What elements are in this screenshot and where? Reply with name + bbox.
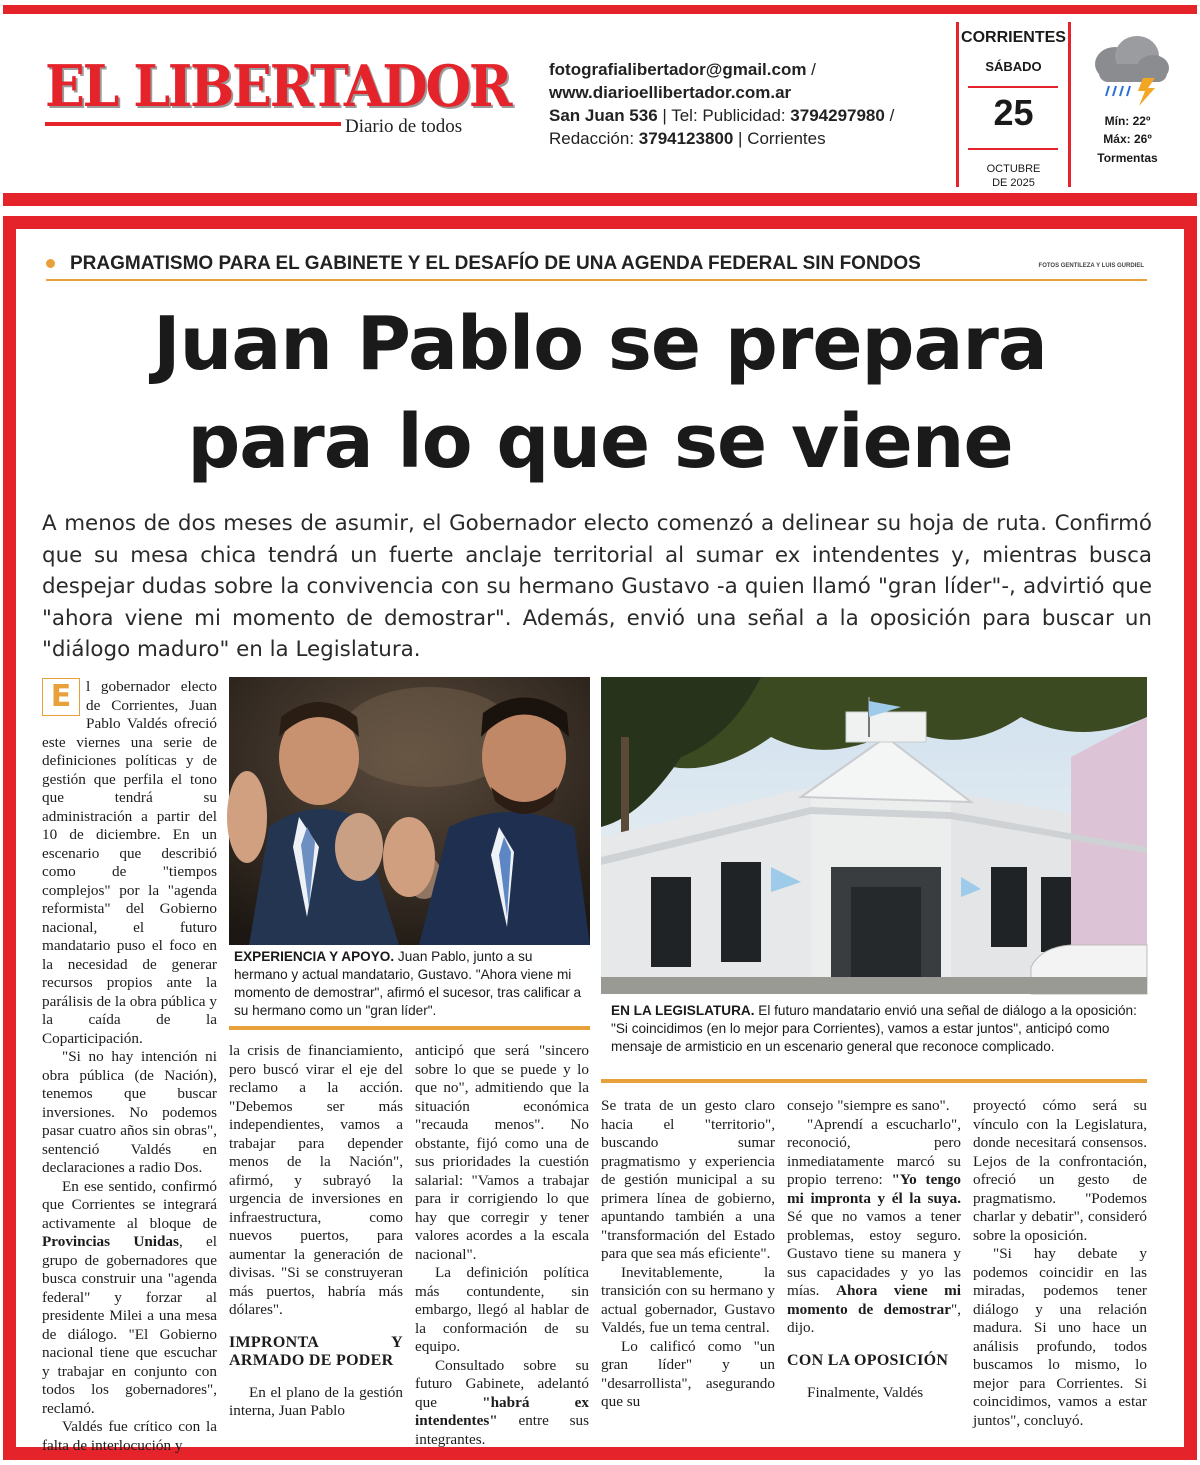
body-paragraph bbox=[42, 678, 217, 1048]
date-month: OCTUBRE bbox=[986, 163, 1041, 175]
weather-description: Tormentas bbox=[1097, 151, 1158, 165]
body-paragraph: Inevitablemente, la transición con su hermano y actual gobernador, Gustavo Valdés, fue un tema central. bbox=[601, 1263, 775, 1336]
photo-en-la-legislatura[interactable] bbox=[601, 677, 1147, 994]
body-text: Sé que no vamos a tener problemas, estoy seguro. Gustavo tiene su manera y sus capacidades y yo las mías. bbox=[787, 1208, 961, 1299]
body-text: "Aprendí a escucharlo", reconoció, pero inmediatamente marcó su propio terreno: bbox=[787, 1115, 961, 1188]
contact-sep: / bbox=[884, 106, 895, 125]
date-city: CORRIENTES bbox=[961, 29, 1066, 46]
body-paragraph: "Si hay debate y podemos coincidir en las miradas, podemos tener diálogo y una relación madura. Si uno hace un análisis profundo, todos buscamos lo mismo, lo mejor para Corrientes. Si coincidimos, vamos a estar juntos", concluyó. bbox=[973, 1245, 1147, 1429]
body-column-4 bbox=[601, 1097, 775, 1432]
photo2-caption-text: El futuro mandatario envió una señal de diálogo a la oposición: "Si coincidimos (en lo mejor para Corrientes), vamos a estar juntos", anticipó como mensaje de armisticio en un escenario general que reconoce complicado. bbox=[611, 1003, 1137, 1054]
body-paragraph bbox=[415, 1357, 589, 1450]
date-weekday: SÁBADO bbox=[985, 59, 1042, 74]
photo2-caption-rule bbox=[601, 1079, 1147, 1083]
headline-line-1: Juan Pablo se prepara bbox=[153, 301, 1047, 387]
kicker-rule bbox=[46, 279, 1147, 281]
article-dek: A menos de dos meses de asumir, el Gobernador electo comenzó a delinear su hoja de ruta. Confirmó que su mesa chica tendrá un fuerte anclaje territorial al sumar ex intendentes y, mientras busca despejar dudas sobre la convivencia con su hermano Gustavo -a quien llamó "gran líder"-, advirtió que "ahora viene mi momento de demostrar". Además, envió una señal a la oposición para buscar un "diálogo maduro" en la Legislatura. bbox=[42, 511, 1152, 662]
photo1-caption bbox=[234, 948, 586, 1020]
masthead bbox=[0, 14, 1200, 190]
body-paragraph bbox=[42, 1178, 217, 1419]
logo-tagline: Diario de todos bbox=[345, 116, 463, 137]
contact-redaccion-label: Redacción: bbox=[549, 129, 639, 148]
contact-tel-label: | Tel: Publicidad: bbox=[657, 106, 791, 125]
photo1-caption-rule bbox=[229, 1026, 590, 1030]
body-paragraph: proyectó cómo será su vínculo con la Legislatura, donde necesitará consensos. Lejos de la confrontación, ofreció un gesto de pragmatismo. "Podemos charlar y debatir", consideró sobre la oposición. bbox=[973, 1097, 1147, 1244]
logo-wordmark: EL LIBERTADOR bbox=[45, 53, 511, 120]
photo-legislature-building bbox=[601, 677, 1147, 994]
date-month-year bbox=[959, 162, 1068, 190]
weather-max: Máx: 26º bbox=[1103, 132, 1152, 146]
contact-email[interactable]: fotografialibertador@gmail.com bbox=[549, 60, 807, 79]
masthead-red-rule bbox=[3, 193, 1197, 206]
body-bold-text: "Yo tengo mi impronta y él la suya. bbox=[787, 1171, 961, 1207]
body-column-3 bbox=[415, 1042, 589, 1448]
date-box bbox=[956, 22, 1071, 187]
contact-website[interactable]: www.diarioellibertador.com.ar bbox=[549, 83, 792, 102]
storm-cloud-icon bbox=[1085, 34, 1173, 106]
contact-info bbox=[549, 58, 949, 150]
body-column-1 bbox=[42, 678, 217, 1454]
body-paragraph-continued: Se trata de un gesto claro hacia el "territorio", buscando sumar pragmatismo y experiencia de gestión municipal a su primera línea de gobierno, apuntando también a una "transformación del Estado para que sea más eficiente". bbox=[601, 1097, 775, 1262]
subhead-oposicion: CON LA OPOSICIÓN bbox=[787, 1351, 949, 1369]
contact-tel-redaccion: 3794123800 bbox=[638, 129, 734, 148]
body-bold-text: Provincias Unidas bbox=[42, 1233, 179, 1250]
contact-city: | Corrientes bbox=[733, 129, 826, 148]
kicker-text: PRAGMATISMO PARA EL GABINETE Y EL DESAFÍO DE UNA AGENDA FEDERAL SIN FONDOS bbox=[70, 253, 921, 274]
contact-address: San Juan 536 bbox=[549, 106, 658, 125]
body-paragraph: La definición política más contundente, sin embargo, llegó al hablar de la conformación de su equipo. bbox=[415, 1264, 589, 1355]
photo2-caption-lead: EN LA LEGISLATURA. bbox=[611, 1003, 755, 1018]
body-column-2 bbox=[229, 1042, 403, 1432]
photo-experiencia-y-apoyo[interactable] bbox=[229, 677, 590, 945]
weather-min: Mín: 22º bbox=[1104, 114, 1151, 128]
body-column-6 bbox=[973, 1097, 1147, 1432]
subhead-impronta: IMPRONTA Y ARMADO DE PODER bbox=[229, 1333, 403, 1369]
photo-credit: FOTOS GENTILEZA Y LUIS GURDIEL bbox=[1038, 263, 1144, 269]
date-day-number: 25 bbox=[993, 92, 1034, 133]
dropcap: E bbox=[42, 678, 80, 716]
photo-brothers-applauding bbox=[229, 677, 590, 945]
body-paragraph: En el plano de la gestión interna, Juan Pablo bbox=[229, 1383, 403, 1419]
headline-line-2: para lo que se viene bbox=[187, 399, 1013, 485]
contact-sep: / bbox=[806, 60, 816, 79]
body-paragraph: Finalmente, Valdés bbox=[807, 1383, 924, 1401]
newspaper-logo[interactable] bbox=[45, 53, 511, 168]
body-text: entre sus integrantes. bbox=[415, 1412, 589, 1448]
contact-tel-publicidad: 3794297980 bbox=[790, 106, 885, 125]
photo1-caption-text: Juan Pablo, junto a su hermano y actual mandatario, Gustavo. "Ahora viene mi momento de demostrar", afirmó el sucesor, tras calificar a su hermano como un "gran líder". bbox=[234, 949, 582, 1018]
body-paragraph bbox=[787, 1116, 961, 1338]
body-text: ", dijo. bbox=[787, 1300, 961, 1336]
body-paragraph: "Si no hay intención ni obra pública (de Nación), tenemos que buscar inversiones. No podemos pasar cuatro años sin obras", sentenció Valdés en declaraciones a radio Dos. bbox=[42, 1048, 217, 1176]
body-text: Consultado sobre su futuro Gabinete, adelantó que bbox=[415, 1356, 589, 1411]
body-text: En ese sentido, confirmó que Corrientes se integrará activamente al bloque de bbox=[42, 1177, 217, 1232]
body-text: l gobernador electo de Corrientes, Juan Pablo Valdés ofreció este viernes una serie de definiciones políticas y de gestión que perfila el tono que tendrá su administración a partir del 10 de diciembre. En un escenario que describió como de "tiempos complejos" por la "agenda reformista" del Gobierno nacional, el futuro mandatario puso el foco en la necesidad de generar recursos propios ante la parálisis de la obra pública y la caída de la Coparticipación. bbox=[42, 678, 217, 1047]
body-bold-text: Ahora viene mi momento de demostrar bbox=[787, 1282, 961, 1318]
body-paragraph: Lo calificó como "un gran líder" y un "desarrollista", asegurando que su bbox=[601, 1337, 775, 1410]
weather-box bbox=[1075, 34, 1185, 184]
body-paragraph-continued: la crisis de financiamiento, pero buscó virar el eje del reclamo a la acción. "Debemos ser más independientes, vamos a trabajar para depender menos de la Nación", afirmó, y subrayó la urgencia de inversiones en infraestructura, como nuevos puertos, para aumentar la generación de divisas. "Si se construyeran más puertos, habría más dólares". bbox=[229, 1042, 403, 1318]
headline bbox=[60, 295, 1140, 491]
body-text: , el grupo de gobernadores que busca construir una "agenda federal" y forzar al presidente Milei a una mesa de diálogo. "El Gobierno nacional tiene que escuchar y trabajar en conjunto con todos los gobernadores", reclamó. bbox=[42, 1233, 217, 1417]
logo-underline bbox=[45, 122, 341, 126]
photo1-caption-lead: EXPERIENCIA Y APOYO. bbox=[234, 949, 395, 964]
date-year: DE 2025 bbox=[992, 177, 1035, 189]
body-column-5 bbox=[787, 1097, 961, 1432]
photo2-caption bbox=[611, 1002, 1147, 1056]
kicker-bullet-icon bbox=[46, 259, 55, 268]
body-paragraph-continued: consejo "siempre es sano". bbox=[787, 1097, 950, 1114]
body-bold-text: "habrá ex intendentes" bbox=[415, 1393, 589, 1429]
body-paragraph: anticipó que será "sincero sobre lo que se puede y lo que no", admitiendo que la situación económica "recauda menos". No obstante, fijó como una de sus prioridades la cuestión salarial: "Vamos a trabajar para ir corrigiendo lo que hay que corregir y tener valores acordes a la escala nacional". bbox=[415, 1042, 589, 1263]
body-paragraph: Valdés fue crítico con la falta de interlocución y bbox=[42, 1418, 217, 1454]
top-red-rule bbox=[3, 5, 1197, 14]
